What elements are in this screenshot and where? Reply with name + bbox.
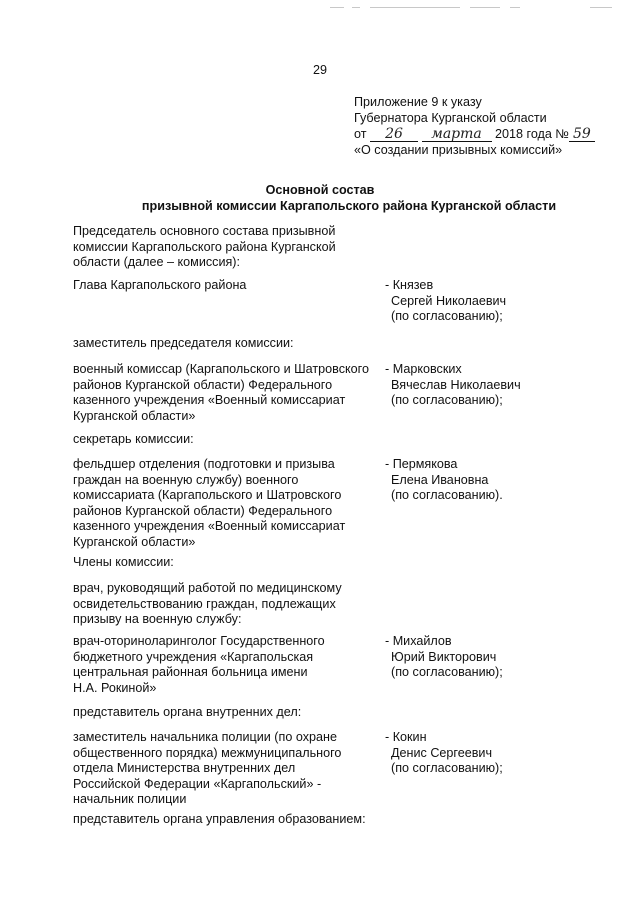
person-name: Сергей Николаевич [391, 293, 507, 308]
text-line: районов Курганской области) Федерального [73, 377, 333, 392]
person-name: Денис Сергеевич [391, 745, 493, 760]
text-line: общественного порядка) межмуниципального [73, 745, 342, 760]
person-surname: - Михайлов [385, 634, 452, 648]
text-line: казенного учреждения «Военный комиссариат [73, 519, 346, 534]
annex-month: марта [422, 128, 492, 142]
text-line: заместитель начальника полиции (по охране [73, 730, 337, 744]
section-heading: заместитель председателя комиссии: [73, 336, 294, 350]
text-line: граждан на военную службу) военного [73, 472, 299, 487]
annex-year: 2018 года № [495, 127, 569, 141]
section-heading: секретарь комиссии: [73, 432, 194, 446]
text-line: области (далее – комиссия): [73, 255, 240, 270]
annex-day: 26 [370, 128, 418, 142]
annex-number: 59 [569, 128, 595, 142]
member-position [73, 457, 385, 551]
person-note: (по согласованию); [391, 665, 503, 680]
title-line-2: призывной комиссии Каргапольского района Курганской области [141, 199, 557, 213]
section-heading: представитель органа управления образованием: [73, 812, 366, 826]
text-line: комиссии Каргапольского района Курганской [73, 239, 336, 254]
text-line: призыву на военную службу: [73, 612, 242, 627]
member-person [385, 730, 595, 777]
text-line: врач-оториноларинголог Государственного [73, 634, 325, 648]
annex-header [354, 94, 614, 158]
section-heading-multiline [73, 581, 593, 628]
page-number: 29 [312, 63, 327, 77]
title-line-1: Основной состав [265, 183, 375, 197]
person-note: (по согласованию); [391, 761, 503, 776]
text-line: казенного учреждения «Военный комиссариат [73, 393, 346, 408]
text-line: освидетельствованию граждан, подлежащих [73, 596, 336, 611]
text-line: отдела Министерства внутренних дел [73, 761, 296, 776]
text-line: Курганской области» [73, 408, 196, 423]
person-name: Юрий Викторович [391, 649, 497, 664]
text-line: врач, руководящий работой по медицинскому [73, 581, 342, 595]
person-note: (по согласованию); [391, 393, 503, 408]
text-line: районов Курганской области) Федерального [73, 503, 333, 518]
text-line: центральная районная больница имени [73, 665, 308, 680]
text-line: Российской Федерации «Каргапольский» - [73, 776, 322, 791]
text-line: бюджетного учреждения «Каргапольская [73, 649, 314, 664]
member-position [73, 362, 385, 424]
text-line: военный комиссар (Каргапольского и Шатровского [73, 362, 369, 376]
annex-line-2: Губернатора Курганской области [354, 111, 547, 125]
text-line: начальник полиции [73, 792, 187, 807]
annex-line-4: «О создании призывных комиссий» [354, 143, 563, 157]
annex-from: от [354, 127, 367, 141]
member-person [385, 634, 595, 681]
text-line: комиссариата (Каргапольского и Шатровского [73, 488, 342, 503]
person-surname: - Пермякова [385, 457, 458, 471]
person-surname: - Кокин [385, 730, 427, 744]
text-line: Глава Каргапольского района [73, 278, 247, 292]
member-person [385, 457, 595, 504]
member-person [385, 278, 595, 325]
scan-marks [330, 4, 630, 12]
annex-line-1: Приложение 9 к указу [354, 95, 482, 109]
document-title [0, 182, 640, 214]
person-name: Вячеслав Николаевич [391, 377, 521, 392]
person-surname: - Князев [385, 278, 434, 292]
person-note: (по согласованию). [391, 488, 503, 503]
text-line: Курганской области» [73, 534, 196, 549]
annex-line-3 [354, 126, 614, 142]
member-person [385, 362, 595, 409]
text-line: фельдшер отделения (подготовки и призыва [73, 457, 335, 471]
member-position [73, 730, 385, 808]
person-name: Елена Ивановна [391, 472, 489, 487]
person-note: (по согласованию); [391, 309, 503, 324]
section-heading: представитель органа внутренних дел: [73, 705, 302, 719]
member-position [73, 634, 385, 696]
text-line: Председатель основного состава призывной [73, 224, 336, 238]
person-surname: - Марковских [385, 362, 462, 376]
chair-intro [73, 224, 593, 271]
member-position [73, 278, 385, 294]
section-heading: Члены комиссии: [73, 555, 174, 569]
text-line: Н.А. Рокиной» [73, 680, 157, 695]
